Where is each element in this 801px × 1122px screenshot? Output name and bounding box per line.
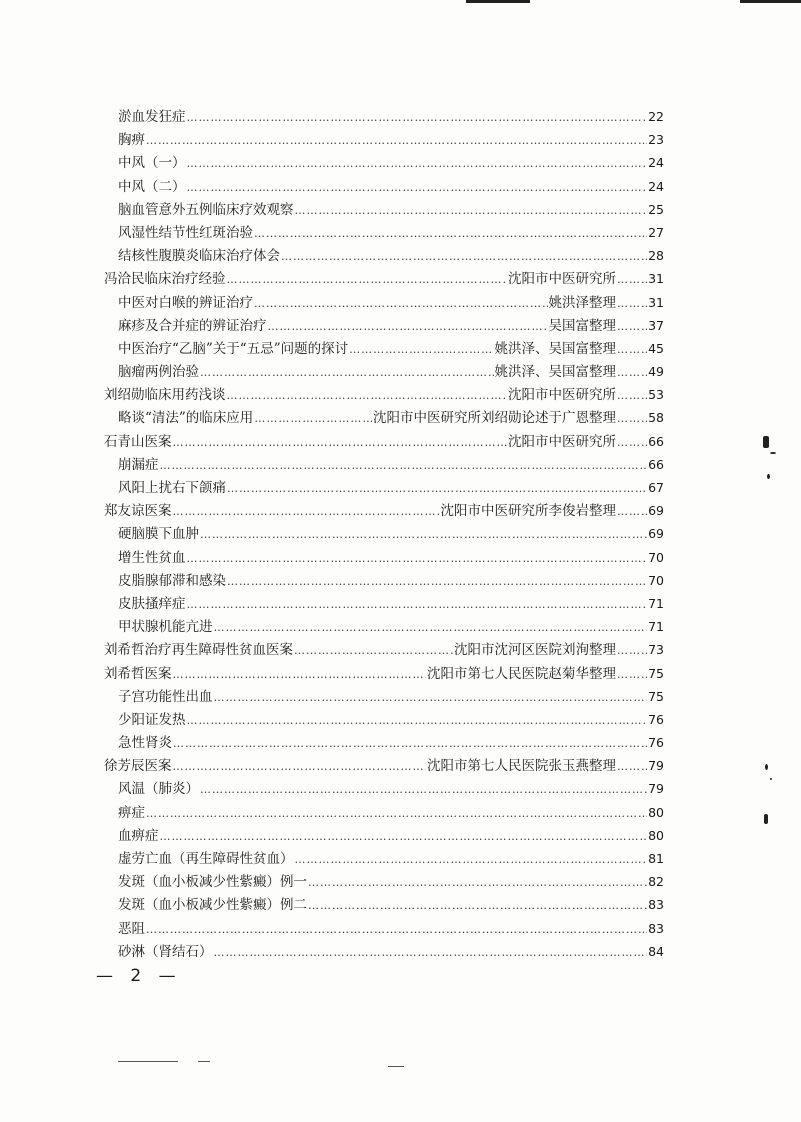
toc-entry-page: 75: [648, 665, 664, 681]
toc-entry: [104, 476, 664, 499]
toc-entry-title: 淤血发狂症: [118, 109, 186, 125]
toc-entry-author: 姚洪泽、吴国富整理: [494, 364, 616, 381]
toc-entry-page: 31: [648, 271, 664, 287]
toc-entry-page: 76: [648, 711, 664, 727]
toc-entry-page: 80: [648, 827, 664, 843]
toc-entry: [104, 940, 664, 963]
scan-speck: [765, 764, 768, 770]
toc-entry-author: 沈阳市中医研究所刘绍勋论述于广恩整理: [373, 410, 616, 427]
toc-dot-leader: [200, 778, 647, 801]
toc-dot-leader: [308, 894, 647, 917]
toc-dot-leader: [227, 268, 508, 291]
toc-entry-title: 砂淋（肾结石）: [118, 943, 213, 960]
toc-entry-page: 66: [648, 456, 664, 472]
toc-dot-leader: [173, 663, 427, 686]
toc-dot-leader: [308, 871, 647, 894]
toc-entry: [104, 314, 664, 337]
toc-entry-title: 风温（肺炎）: [118, 781, 199, 798]
toc-dot-leader: [617, 268, 647, 291]
toc-entry-title: 子宫功能性出血: [118, 688, 213, 705]
toc-entry-page: 24: [648, 155, 664, 171]
toc-entry-title: 风阳上扰右下颌痛: [118, 480, 226, 496]
toc-entry: [104, 221, 664, 244]
scan-edge-mark-left: [466, 0, 530, 3]
toc-entry-title: 虚劳亡血（再生障碍性贫血）: [118, 851, 294, 867]
toc-dot-leader: [254, 407, 372, 430]
toc-dot-leader: [146, 129, 647, 152]
toc-dot-leader: [294, 639, 453, 662]
toc-entry-page: 73: [648, 642, 664, 658]
toc-entry: [104, 685, 664, 708]
toc-dot-leader: [617, 755, 647, 778]
toc-entry: [104, 430, 664, 453]
table-of-contents: [104, 105, 664, 963]
toc-entry-title: 胸痹: [118, 132, 145, 149]
toc-entry-page: 67: [648, 480, 664, 495]
toc-entry-author: 姚洪泽整理: [548, 294, 616, 311]
toc-entry-title: 脑血管意外五例临床疗效观察: [118, 201, 294, 218]
toc-entry: [104, 801, 664, 824]
toc-dot-leader: [173, 755, 427, 778]
toc-dot-leader: [160, 825, 648, 848]
toc-entry: [104, 546, 664, 569]
toc-entry-title: 发斑（血小板减少性紫癜）例二: [118, 897, 307, 914]
toc-entry-title: 急性肾炎: [118, 735, 172, 752]
toc-entry: [104, 569, 664, 592]
scan-artifact-line: [118, 1061, 178, 1062]
toc-entry-title: 甲状腺机能亢进: [118, 619, 213, 636]
toc-entry-page: 84: [648, 943, 664, 959]
toc-entry-page: 45: [648, 340, 664, 356]
scan-edge-mark-right: [740, 0, 801, 3]
toc-dot-leader: [214, 941, 648, 964]
toc-entry: [104, 847, 664, 870]
toc-entry-page: 23: [648, 132, 664, 148]
toc-entry-title: 刘希哲医案: [104, 665, 172, 682]
toc-entry-page: 82: [648, 874, 664, 890]
toc-entry-title: 麻疹及合并症的辨证治疗: [118, 317, 267, 334]
toc-entry: [104, 337, 664, 360]
toc-entry-page: 80: [648, 804, 664, 820]
toc-dot-leader: [187, 547, 648, 570]
toc-entry: [104, 267, 664, 290]
toc-dot-leader: [160, 454, 648, 477]
toc-entry-page: 83: [648, 897, 664, 913]
toc-dot-leader: [187, 176, 648, 199]
toc-entry-page: 66: [648, 433, 664, 449]
toc-entry: [104, 198, 664, 221]
toc-dot-leader: [173, 500, 440, 523]
toc-dot-leader: [187, 593, 648, 616]
toc-dot-leader: [295, 848, 648, 871]
toc-entry-page: 71: [648, 595, 664, 611]
toc-entry-page: 28: [648, 248, 664, 264]
toc-entry-title: 略谈“清法”的临床应用: [118, 410, 254, 427]
toc-dot-leader: [214, 686, 648, 709]
toc-entry-page: 25: [648, 201, 664, 217]
toc-entry-author: 姚洪泽、吴国富整理: [494, 340, 616, 357]
toc-dot-leader: [617, 663, 647, 686]
page-number: — 2 —: [96, 966, 182, 986]
toc-entry-page: 79: [648, 758, 664, 774]
toc-dot-leader: [200, 361, 494, 384]
toc-entry-title: 发斑（血小板减少性紫癜）例一: [118, 874, 307, 891]
toc-dot-leader: [227, 570, 647, 593]
toc-dot-leader: [173, 732, 647, 755]
scan-artifact-line: [388, 1066, 404, 1067]
toc-entry-author: 沈阳市中医研究所李俊岩整理: [440, 503, 616, 520]
toc-entry-author: 沈阳市中医研究所: [508, 387, 616, 404]
toc-entry-author: 沈阳市第七人民医院张玉燕整理: [427, 758, 616, 775]
toc-entry: [104, 754, 664, 777]
toc-entry-page: 58: [648, 410, 664, 426]
toc-dot-leader: [187, 106, 648, 129]
toc-entry-page: 83: [648, 920, 664, 936]
toc-entry-page: 79: [648, 781, 664, 797]
toc-entry-title: 徐芳辰医案: [104, 758, 172, 775]
toc-entry-title: 崩漏症: [118, 456, 159, 473]
scan-speck: [763, 436, 769, 448]
toc-dot-leader: [295, 199, 648, 222]
toc-entry-page: 70: [648, 572, 664, 588]
toc-dot-leader: [617, 292, 647, 315]
toc-entry-page: 81: [648, 851, 664, 866]
toc-dot-leader: [227, 384, 508, 407]
toc-dot-leader: [214, 616, 648, 639]
toc-entry: [104, 917, 664, 940]
toc-dot-leader: [617, 431, 647, 454]
toc-dot-leader: [187, 709, 648, 732]
toc-entry: [104, 708, 664, 731]
toc-dot-leader: [146, 802, 647, 825]
toc-entry-title: 郑友谅医案: [104, 503, 172, 520]
toc-entry: [104, 638, 664, 661]
toc-entry-page: 76: [648, 735, 664, 751]
toc-entry-title: 增生性贫血: [118, 549, 186, 566]
toc-entry-title: 皮肤搔痒症: [118, 595, 186, 612]
toc-entry-page: 69: [648, 503, 664, 519]
toc-entry: [104, 662, 664, 685]
toc-dot-leader: [617, 361, 647, 384]
scan-speck: [764, 814, 768, 824]
toc-entry-author: 吴国富整理: [548, 317, 616, 334]
scan-artifact-line: [198, 1061, 210, 1062]
toc-entry: [104, 592, 664, 615]
toc-entry-title: 皮脂腺郁滞和感染: [118, 572, 226, 589]
toc-entry-page: 24: [648, 178, 664, 194]
toc-entry-title: 中风（一）: [118, 155, 186, 172]
toc-dot-leader: [200, 523, 647, 546]
toc-entry: [104, 175, 664, 198]
toc-dot-leader: [349, 338, 493, 361]
toc-entry-page: 31: [648, 294, 664, 310]
toc-entry-title: 刘绍勋临床用药浅谈: [104, 387, 226, 404]
toc-entry: [104, 151, 664, 174]
toc-entry: [104, 453, 664, 476]
toc-entry-page: 75: [648, 688, 664, 704]
toc-entry-title: 中风（二）: [118, 178, 186, 195]
toc-entry-author: 沈阳市沈河区医院刘洵整理: [454, 642, 616, 659]
toc-entry: [104, 893, 664, 916]
toc-entry: [104, 499, 664, 522]
toc-entry: [104, 406, 664, 429]
toc-entry-title: 恶阻: [118, 920, 145, 937]
toc-entry-title: 刘希哲治疗再生障碍性贫血医案: [104, 642, 293, 659]
toc-entry: [104, 128, 664, 151]
toc-entry-title: 脑瘤两例治验: [118, 364, 199, 381]
toc-entry-title: 硬脑膜下血肿: [118, 526, 199, 543]
toc-entry: [104, 383, 664, 406]
toc-entry-page: 53: [648, 387, 664, 403]
scan-speck: [767, 474, 770, 479]
toc-dot-leader: [617, 407, 647, 430]
toc-dot-leader: [617, 315, 647, 338]
toc-entry-page: 49: [648, 364, 664, 380]
toc-entry-author: 沈阳市中医研究所: [508, 433, 616, 450]
toc-dot-leader: [227, 477, 647, 500]
toc-entry-title: 石青山医案: [104, 433, 172, 450]
toc-dot-leader: [281, 245, 647, 268]
toc-dot-leader: [268, 315, 548, 338]
toc-dot-leader: [187, 152, 648, 175]
toc-dot-leader: [617, 384, 647, 407]
toc-entry-page: 71: [648, 619, 664, 635]
toc-entry-title: 痹症: [118, 804, 145, 821]
toc-dot-leader: [254, 292, 548, 315]
toc-entry: [104, 870, 664, 893]
toc-entry-title: 血痹症: [118, 827, 159, 844]
toc-entry: [104, 291, 664, 314]
toc-entry: [104, 777, 664, 800]
toc-entry-page: 27: [648, 224, 664, 240]
toc-entry: [104, 615, 664, 638]
toc-entry-title: 中医治疗“乙脑”关于“五忌”问题的探讨: [118, 340, 349, 357]
toc-entry-title: 冯洽民临床治疗经验: [104, 271, 226, 288]
toc-entry-page: 69: [648, 526, 664, 542]
toc-dot-leader: [617, 338, 647, 361]
toc-entry-title: 少阳证发热: [118, 711, 186, 728]
scan-speck: [770, 452, 776, 454]
toc-entry: [104, 522, 664, 545]
toc-dot-leader: [617, 500, 647, 523]
toc-entry-title: 中医对白喉的辨证治疗: [118, 294, 253, 311]
toc-dot-leader: [617, 639, 647, 662]
toc-dot-leader: [173, 431, 508, 454]
toc-entry: [104, 105, 664, 128]
toc-entry: [104, 360, 664, 383]
toc-entry-title: 风湿性结节性红斑治验: [118, 224, 253, 241]
toc-entry: [104, 244, 664, 267]
toc-entry-author: 沈阳市中医研究所: [508, 271, 616, 288]
toc-entry-page: 37: [648, 317, 664, 333]
toc-entry-page: 70: [648, 549, 664, 565]
toc-entry-title: 结核性腹膜炎临床治疗体会: [118, 248, 280, 265]
toc-entry-author: 沈阳市第七人民医院赵菊华整理: [427, 665, 616, 682]
toc-entry-page: 22: [648, 109, 664, 124]
toc-entry: [104, 731, 664, 754]
toc-entry: [104, 824, 664, 847]
toc-dot-leader: [146, 918, 647, 941]
toc-dot-leader: [254, 222, 647, 245]
scan-speck: [770, 778, 772, 780]
